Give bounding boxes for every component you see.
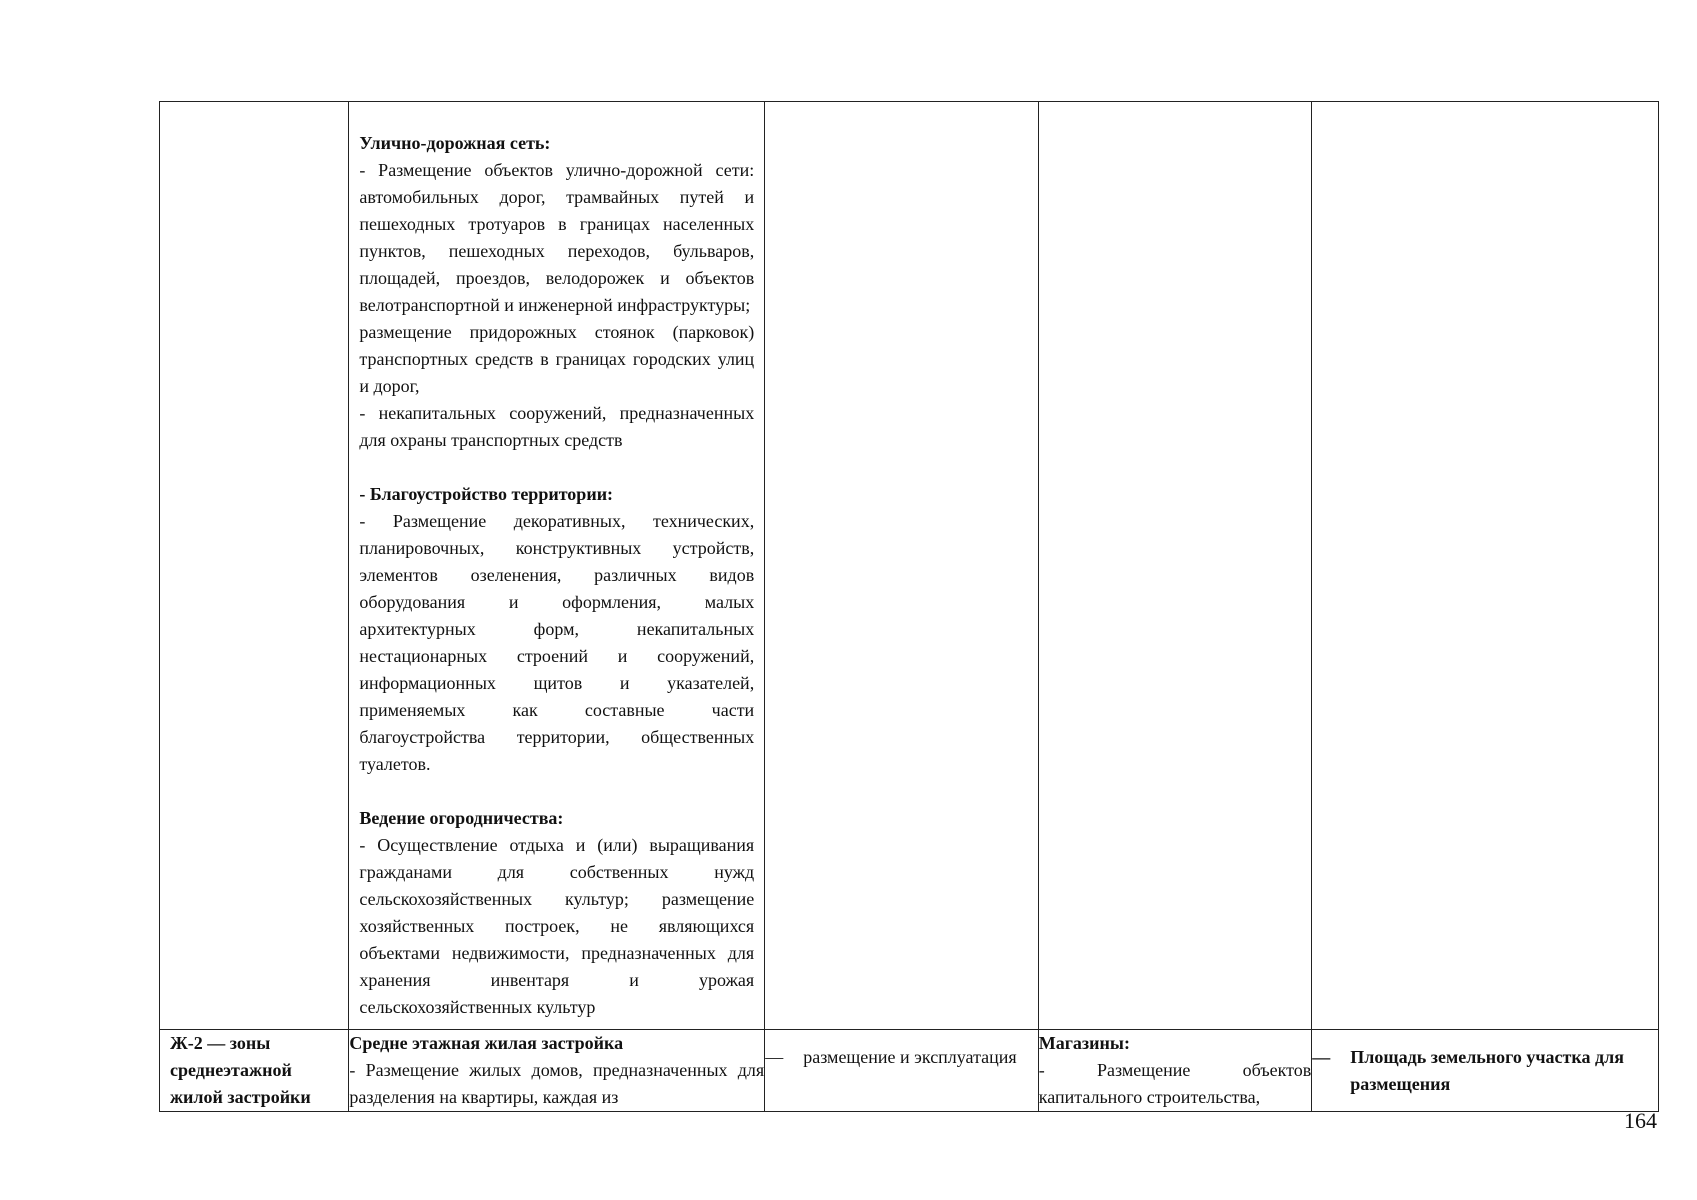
conditional-use-text: размещение и эксплуатация	[803, 1047, 1017, 1067]
parameters-cell	[1312, 1030, 1659, 1112]
auxiliary-use-cell	[1038, 1030, 1312, 1112]
table-cell-empty	[765, 102, 1039, 1030]
street-network-title: Улично-дорожная сеть:	[359, 133, 551, 153]
dash-marker: —	[765, 1047, 784, 1067]
table-cell-empty	[1038, 102, 1312, 1030]
table-row	[160, 102, 1659, 1030]
table-row	[160, 1030, 1659, 1112]
landscaping-text: - Размещение декоративных, технических, планировочных, конструктивных устройств, элементов озеленения, различных видов оборудования и оформления, малых архитектурных форм, некапитальных нестационарных строений и сооружений, информационных щитов и указателей, применяемых как составные части благоустройства территории, общественных туалетов.	[359, 511, 755, 774]
street-network-text-2: размещение придорожных стоянок (парковок) транспортных средств в границах городских улиц и дорог,	[359, 322, 755, 396]
auxiliary-use-title: Магазины:	[1038, 1033, 1130, 1053]
gardening-text: - Осуществление отдыха и (или) выращивания гражданами для собственных нужд сельскохозяйственных культур; размещение хозяйственных построек, не являющихся объектами недвижимости, предназначенных для хранения инвентаря и урожая сельскохозяйственных культур	[359, 835, 755, 1017]
table-cell-empty	[1312, 102, 1659, 1030]
auxiliary-use-text: - Размещение объектов капитального строительства,	[1038, 1060, 1312, 1107]
main-use-title: Средне этажная жилая застройка	[349, 1033, 624, 1053]
table-cell-zone-empty	[160, 102, 349, 1030]
zoning-table	[159, 101, 1659, 1112]
street-network-text-3: - некапитальных сооружений, предназначенных для охраны транспортных средств	[359, 403, 755, 450]
dash-marker: —	[1312, 1047, 1331, 1067]
page-number: 164	[1624, 1108, 1657, 1133]
zone-name-cell: Ж-2 — зоны среднеэтажной жилой застройки	[160, 1030, 349, 1112]
gardening-title: Ведение огородничества:	[359, 808, 564, 828]
street-network-text-1: - Размещение объектов улично-дорожной сети: автомобильных дорог, трамвайных путей и пешеходных тротуаров в границах населенных пунктов, пешеходных переходов, бульваров, площадей, проездов, велодорожек и объектов велотранспортной и инженерной инфраструктуры;	[359, 160, 755, 315]
main-use-cell	[349, 1030, 765, 1112]
table-cell-permitted-uses	[349, 102, 765, 1030]
parameters-text: Площадь земельного участка для размещения	[1350, 1047, 1624, 1094]
landscaping-title: - Благоустройство территории:	[359, 484, 614, 504]
main-use-text: - Размещение жилых домов, предназначенных для разделения на квартиры, каждая из	[349, 1060, 765, 1107]
conditional-use-cell	[765, 1030, 1039, 1112]
